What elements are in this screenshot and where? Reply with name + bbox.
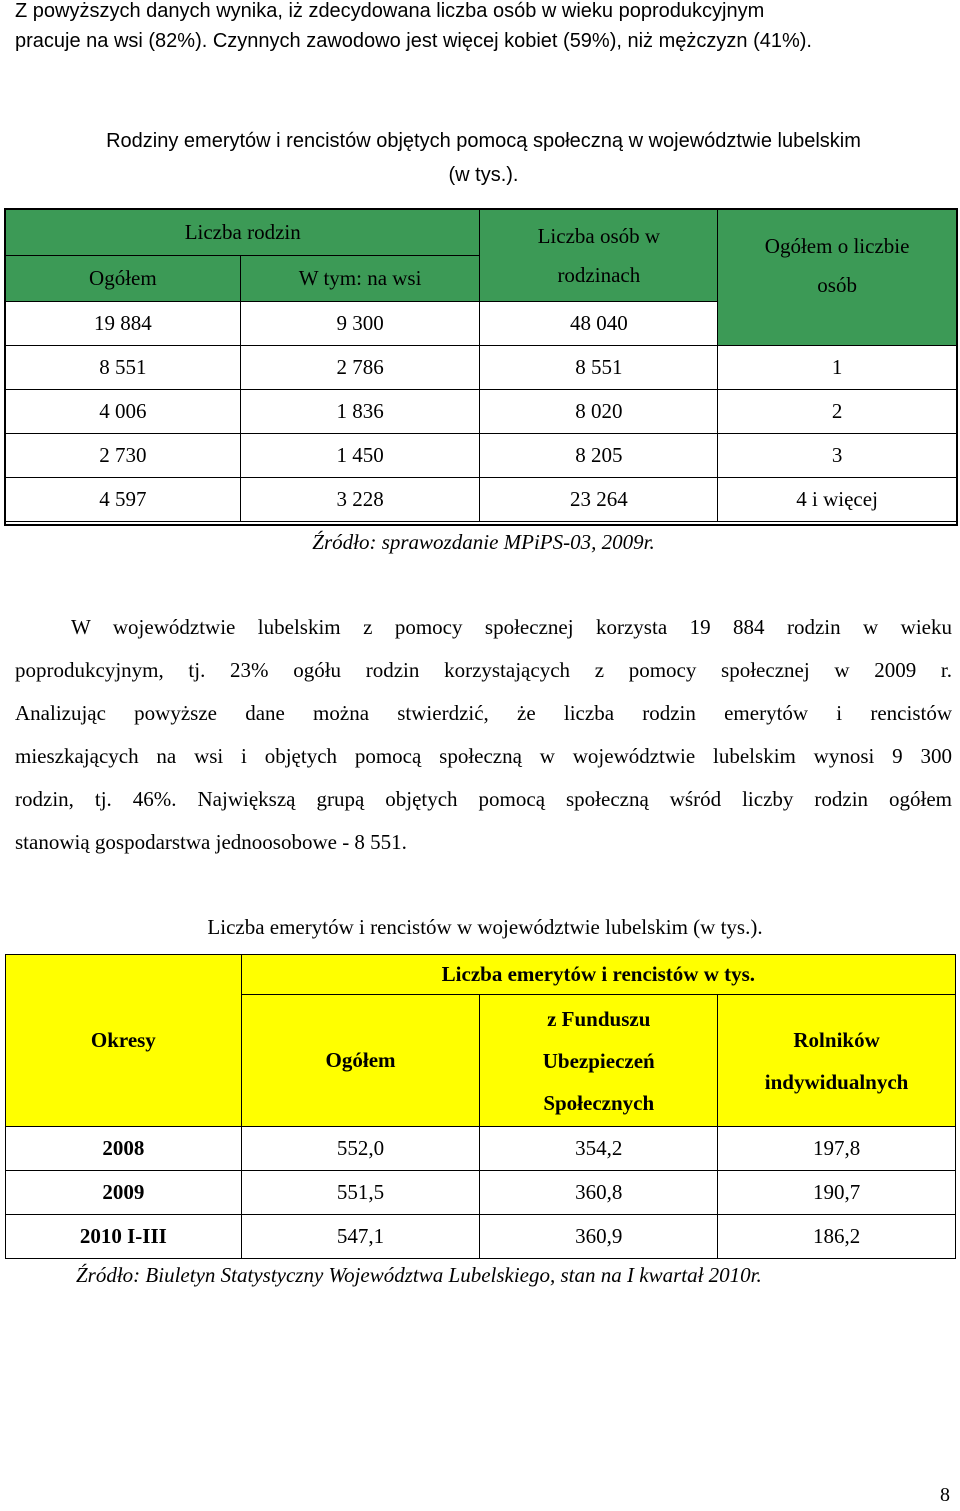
table-cell: 23 264: [480, 478, 718, 522]
table-cell: 354,2: [480, 1127, 718, 1171]
table-cell: 186,2: [718, 1215, 956, 1259]
table-cell: 360,9: [480, 1215, 718, 1259]
table-cell: 8 020: [480, 390, 718, 434]
table-cell: 360,8: [480, 1171, 718, 1215]
table-cell: 4 006: [6, 390, 241, 434]
header-w-tym-na-wsi: W tym: na wsi: [240, 256, 480, 302]
table-cell: 2: [718, 390, 957, 434]
table-cell: 4 i więcej: [718, 478, 957, 522]
header-ogolem-o-liczbie-osob: [718, 210, 957, 346]
header-ogolem: Ogółem: [6, 256, 241, 302]
body-paragraph: [15, 606, 952, 864]
header-fus-line-2: Ubezpieczeń: [542, 1048, 655, 1073]
table1-source: Źródło: sprawozdanie MPiPS-03, 2009r.: [312, 530, 655, 554]
period-cell: 2008: [6, 1127, 242, 1171]
header-ogolem: Ogółem: [241, 995, 480, 1127]
table-cell: 8 551: [6, 346, 241, 390]
total-cell: 19 884: [6, 302, 241, 346]
table-cell: 2 786: [240, 346, 480, 390]
total-cell: 9 300: [240, 302, 480, 346]
table-cell: 4 597: [6, 478, 241, 522]
table-cell: 1 450: [240, 434, 480, 478]
paragraph-line: Analizując powyższe dane można stwierdzić, że liczba rodzin emerytów i rencistów: [15, 701, 952, 725]
table-cell: 8 205: [480, 434, 718, 478]
header-fus-line-1: z Funduszu: [547, 1006, 651, 1031]
table-row: [6, 346, 957, 390]
table2-title: Liczba emerytów i rencistów w województwie lubelskim (w tys.).: [207, 915, 763, 939]
table-cell: 3: [718, 434, 957, 478]
header-okresy: Okresy: [6, 955, 242, 1127]
table-cell: 190,7: [718, 1171, 956, 1215]
intro-paragraph: [15, 0, 952, 56]
table1-title-line-1: Rodziny emerytów i rencistów objętych pomocą społeczną w województwie lubelskim: [106, 130, 861, 152]
paragraph-line: W województwie lubelskim z pomocy społecznej korzysta 19 884 rodzin w wieku: [71, 615, 952, 639]
period-cell: 2010 I-III: [6, 1215, 242, 1259]
table1-title: [15, 124, 952, 192]
table-cell: 547,1: [241, 1215, 480, 1259]
table-cell: 1: [718, 346, 957, 390]
intro-line-2: pracuje na wsi (82%). Czynnych zawodowo jest więcej kobiet (59%), niż mężczyzn (41%).: [15, 30, 812, 52]
header-ogolem-o-liczbie-line-2: osób: [817, 273, 857, 297]
table-row: [6, 390, 957, 434]
header-liczba-osob-line-2: rodzinach: [557, 262, 641, 287]
paragraph-line: rodzin, tj. 46%. Największą grupą objętych pomocą społeczną wśród liczby rodzin ogółem: [15, 787, 952, 811]
paragraph-line: mieszkających na wsi i objętych pomocą społeczną w województwie lubelskim wynosi 9 300: [15, 744, 952, 768]
table-cell: 2 730: [6, 434, 241, 478]
table1: [5, 209, 957, 522]
page-number: 8: [940, 1484, 950, 1506]
table-row: [6, 1127, 956, 1171]
period-cell: 2009: [6, 1171, 242, 1215]
table-cell: 551,5: [241, 1171, 480, 1215]
header-rolnikow-line-1: Rolników: [793, 1027, 880, 1052]
header-rolnikow: [718, 995, 956, 1127]
table-cell: 552,0: [241, 1127, 480, 1171]
total-cell: 48 040: [480, 302, 718, 346]
header-fus: [480, 995, 718, 1127]
table1-title-line-2: (w tys.).: [448, 164, 519, 186]
table-cell: 1 836: [240, 390, 480, 434]
table-row: [6, 478, 957, 522]
header-fus-line-3: Społecznych: [543, 1090, 655, 1115]
header-liczba-rodzin: Liczba rodzin: [6, 210, 480, 256]
table-row: [6, 1171, 956, 1215]
table2-source: Źródło: Biuletyn Statystyczny Województwa Lubelskiego, stan na I kwartał 2010r.: [76, 1263, 762, 1287]
header-liczba-osob: [480, 210, 718, 302]
paragraph-line: poprodukcyjnym, tj. 23% ogółu rodzin korzystających z pomocy społecznej w 2009 r.: [15, 658, 952, 682]
table-cell: 3 228: [240, 478, 480, 522]
table-cell: 8 551: [480, 346, 718, 390]
paragraph-line: stanowią gospodarstwa jednoosobowe - 8 551.: [15, 830, 407, 854]
header-rolnikow-line-2: indywidualnych: [764, 1069, 909, 1094]
table2: [5, 954, 956, 1259]
header-ogolem-o-liczbie-line-1: Ogółem o liczbie: [764, 234, 910, 258]
table-row: [6, 434, 957, 478]
header-liczba-osob-line-1: Liczba osób w: [537, 223, 661, 248]
table-cell: 197,8: [718, 1127, 956, 1171]
intro-line-1: Z powyższych danych wynika, iż zdecydowana liczba osób w wieku poprodukcyjnym: [15, 0, 765, 22]
table-row: [6, 1215, 956, 1259]
header-liczba-emerytow: Liczba emerytów i rencistów w tys.: [241, 955, 955, 995]
